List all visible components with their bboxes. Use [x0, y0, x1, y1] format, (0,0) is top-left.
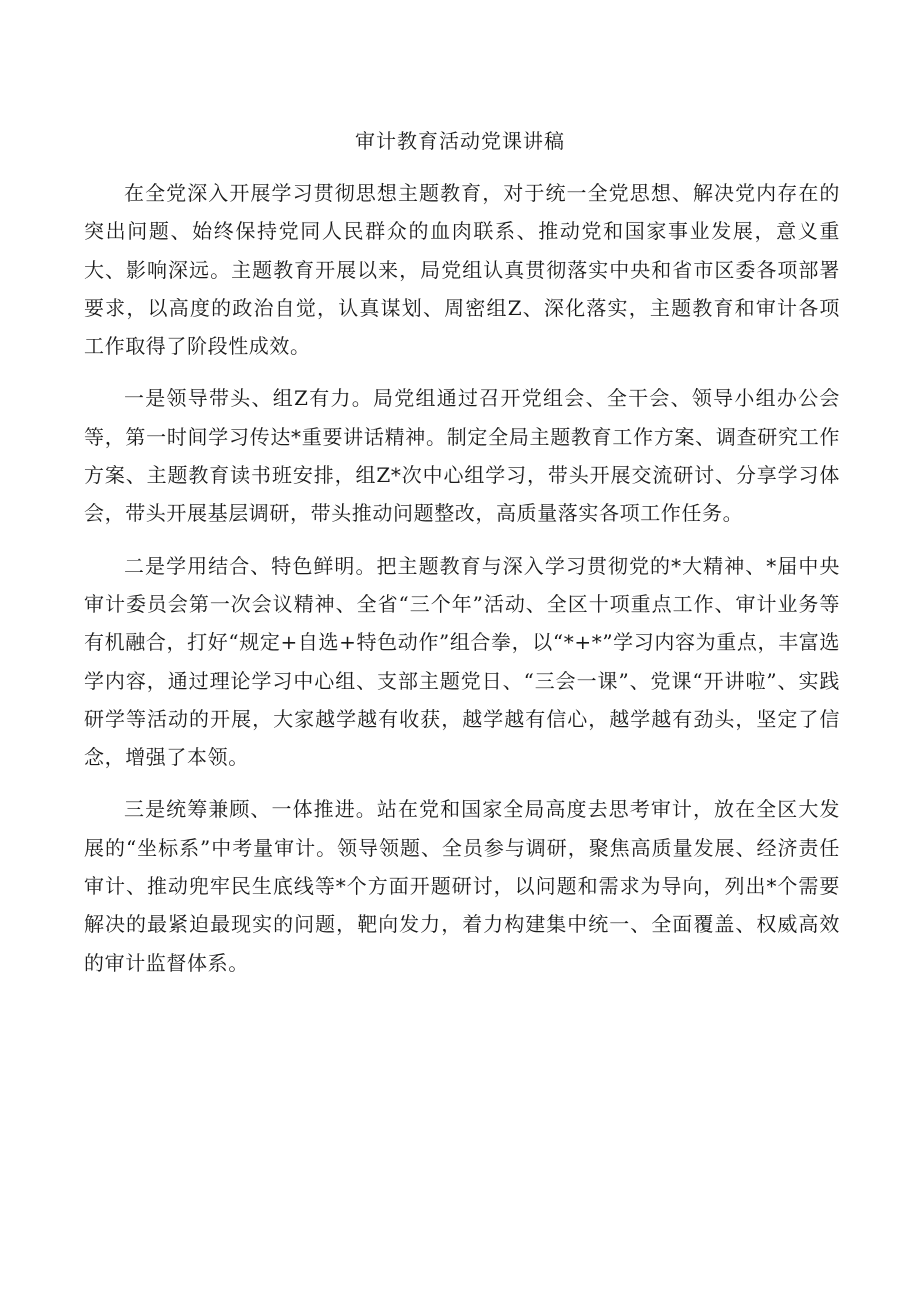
paragraph-point-3: 三是统筹兼顾、一体推进。站在党和国家全局高度去思考审计，放在全区大发展的“坐标系”中考量审计。领导领题、全员参与调研，聚焦高质量发展、经济责任审计、推动兜牢民生底线等*个方面开题研讨，以问题和需求为导向，列出*个需要解决的最紧迫最现实的问题，靶向发力，着力构建集中统一、全面覆盖、权威高效的审计监督体系。 [84, 797, 840, 975]
paragraph-point-1: 一是领导带头、组Z有力。局党组通过召开党组会、全干会、领导小组办公会等，第一时间学习传达*重要讲话精神。制定全局主题教育工作方案、调查研究工作方案、主题教育读书班安排，组Z*次中心组学习，带头开展交流研讨、分享学习体会，带头开展基层调研，带头推动问题整改，高质量落实各项工作任务。 [84, 386, 840, 526]
paragraph-intro: 在全党深入开展学习贯彻思想主题教育，对于统一全党思想、解决党内存在的突出问题、始终保持党同人民群众的血肉联系、推动党和国家事业发展，意义重大、影响深远。主题教育开展以来，局党组认真贯彻落实中央和省市区委各项部署要求，以高度的政治自觉，认真谋划、周密组Z、深化落实，主题教育和审计各项工作取得了阶段性成效。 [84, 181, 840, 359]
paragraph-point-2: 二是学用结合、特色鲜明。把主题教育与深入学习贯彻党的*大精神、*届中央审计委员会第一次会议精神、全省“三个年”活动、全区十项重点工作、审计业务等有机融合，打好“规定+自选+特色动作”组合拳，以“*+*”学习内容为重点，丰富选学内容，通过理论学习中心组、支部主题党日、“三会一课”、党课“开讲啦”、实践研学等活动的开展，大家越学越有收获，越学越有信心，越学越有劲头，坚定了信念，增强了本领。 [84, 553, 840, 770]
document-body [84, 174, 840, 996]
document-title: 审计教育活动党课讲稿 [355, 129, 565, 153]
